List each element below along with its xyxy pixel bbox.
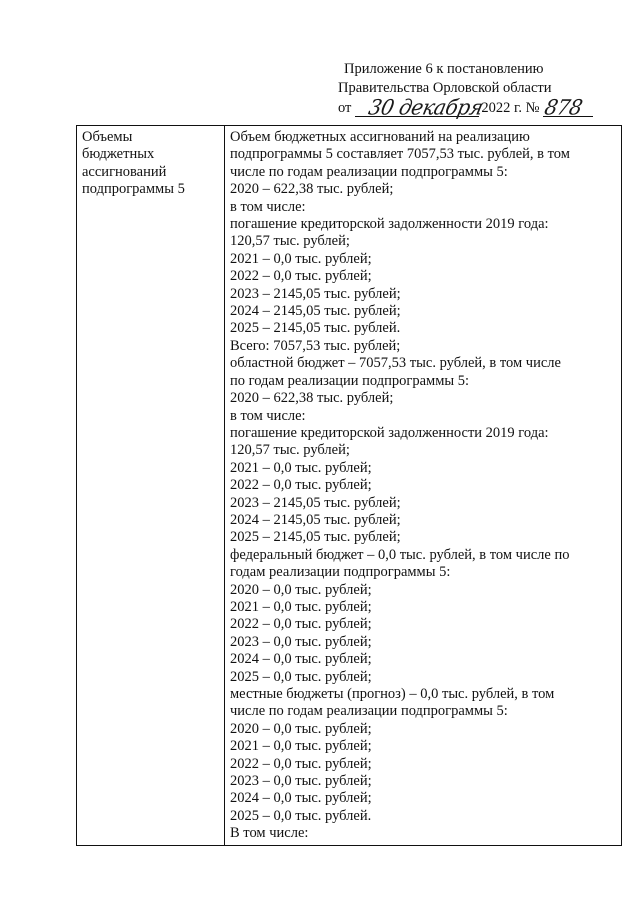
detail-line: Всего: 7057,53 тыс. рублей; <box>230 337 401 354</box>
detail-line: 2022 – 0,0 тыс. рублей; <box>230 477 372 494</box>
detail-line: 2021 – 0,0 тыс. рублей; <box>230 738 372 755</box>
detail-line: 2020 – 622,38 тыс. рублей; <box>230 181 394 198</box>
detail-line: федеральный бюджет – 0,0 тыс. рублей, в том числе по <box>230 546 570 563</box>
budget-table <box>76 125 622 846</box>
detail-line: по годам реализации подпрограммы 5: <box>230 372 470 389</box>
subprogram-funding-details-cell <box>225 126 622 846</box>
detail-line: погашение кредиторской задолженности 2019 года: <box>230 216 549 233</box>
detail-line: 2025 – 0,0 тыс. рублей; <box>230 668 372 685</box>
detail-line: подпрограммы 5 составляет 7057,53 тыс. рублей, в том <box>230 146 570 163</box>
detail-line: 2025 – 2145,05 тыс. рублей. <box>230 320 401 337</box>
detail-line: областной бюджет – 7057,53 тыс. рублей, в том числе <box>230 355 561 372</box>
handwritten-date: 30 декабря <box>366 94 486 120</box>
number-field <box>542 94 593 120</box>
detail-line: 2024 – 2145,05 тыс. рублей; <box>230 511 401 528</box>
detail-line: 2022 – 0,0 тыс. рублей; <box>230 268 372 285</box>
date-prefix: от <box>338 100 352 116</box>
detail-line: 2022 – 0,0 тыс. рублей; <box>230 616 372 633</box>
label-line: ассигнований <box>82 163 167 180</box>
detail-line: 2020 – 0,0 тыс. рублей; <box>230 581 372 598</box>
detail-line: 2020 – 0,0 тыс. рублей; <box>230 720 372 737</box>
detail-line: 2024 – 0,0 тыс. рублей; <box>230 651 372 668</box>
table-row <box>77 126 622 846</box>
detail-line: 2022 – 0,0 тыс. рублей; <box>230 755 372 772</box>
detail-line: годам реализации подпрограммы 5: <box>230 564 451 581</box>
detail-line: числе по годам реализации подпрограммы 5: <box>230 163 508 180</box>
detail-line: 2020 – 622,38 тыс. рублей; <box>230 390 394 407</box>
detail-line: 2021 – 0,0 тыс. рублей; <box>230 459 372 476</box>
detail-line: числе по годам реализации подпрограммы 5: <box>230 703 508 720</box>
year-and-number-label: 2022 г. № <box>481 100 540 116</box>
detail-line: 2025 – 2145,05 тыс. рублей; <box>230 529 401 546</box>
detail-line: 2021 – 0,0 тыс. рублей; <box>230 598 372 615</box>
detail-line: в том числе: <box>230 407 306 424</box>
appendix-authority: Правительства Орловской области <box>338 80 552 96</box>
detail-line: 2023 – 2145,05 тыс. рублей; <box>230 494 401 511</box>
detail-line: 2024 – 0,0 тыс. рублей; <box>230 790 372 807</box>
detail-line: 2025 – 0,0 тыс. рублей. <box>230 807 372 824</box>
detail-line: местные бюджеты (прогноз) – 0,0 тыс. рублей, в том <box>230 686 555 702</box>
detail-line: Объем бюджетных ассигнований на реализацию <box>230 129 530 145</box>
detail-line: погашение кредиторской задолженности 2019 года: <box>230 424 549 441</box>
label-line: подпрограммы 5 <box>82 181 185 198</box>
detail-line: 2023 – 0,0 тыс. рублей; <box>230 773 372 790</box>
appendix-title: Приложение 6 к постановлению <box>344 61 544 77</box>
detail-line: 2024 – 2145,05 тыс. рублей; <box>230 303 401 320</box>
label-line: бюджетных <box>82 146 155 163</box>
date-field <box>355 94 486 120</box>
appendix-date-line <box>338 94 593 120</box>
handwritten-number: 878 <box>542 94 585 120</box>
detail-line: 2021 – 0,0 тыс. рублей; <box>230 250 372 267</box>
detail-line: в том числе: <box>230 198 306 215</box>
detail-line: 120,57 тыс. рублей; <box>230 233 350 250</box>
detail-line: 120,57 тыс. рублей; <box>230 442 350 459</box>
label-line: Объемы <box>82 129 133 145</box>
detail-line: В том числе: <box>230 825 309 842</box>
detail-line: 2023 – 2145,05 тыс. рублей; <box>230 285 401 302</box>
detail-line: 2023 – 0,0 тыс. рублей; <box>230 633 372 650</box>
subprogram-funding-label-cell <box>77 126 225 846</box>
